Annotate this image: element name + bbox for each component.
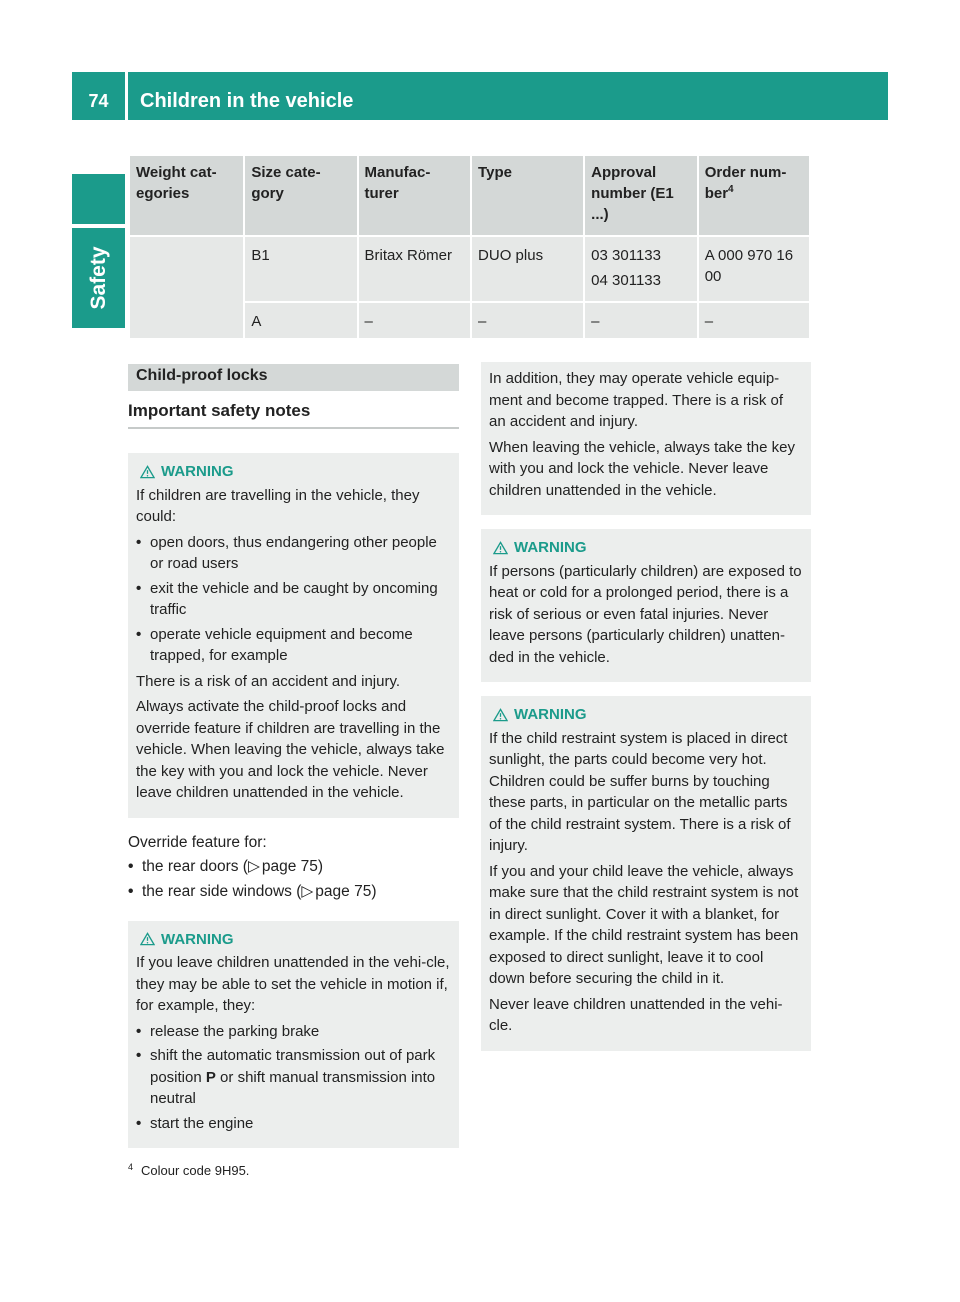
warning-text: Always activate the child-proof locks and override feature if children are travelling in the vehicle. When leaving the vehicle, always take the key with you and lock the vehicle. Never leave children unattended in the vehicle. [136, 698, 445, 801]
table-header: Type [472, 156, 583, 235]
warning-intro: If you leave children unattended in the vehi-cle, they may be able to set the vehicle in motion if, for example, they: [136, 954, 450, 1014]
warning-text: Never leave children unattended in the vehi-cle. [489, 995, 783, 1034]
page-reference-link[interactable]: page 75) [261, 857, 324, 875]
warning-title: WARNING [161, 930, 234, 948]
approval-line: 03 301133 [591, 247, 661, 264]
continued-warning-box [481, 362, 811, 515]
list-item: • operate vehicle equipment and become trapped, for example [136, 624, 451, 667]
table-row [130, 237, 809, 301]
table-cell: A [245, 303, 356, 338]
table-cell: Britax Römer [359, 237, 471, 301]
page-reference-arrow-icon: ▷ [301, 882, 314, 900]
table-cell-weight [130, 237, 243, 338]
warning-heading [140, 461, 451, 483]
list-item: • exit the vehicle and be caught by oncoming traffic [136, 578, 451, 621]
page-reference-link[interactable]: page 75) [315, 882, 377, 900]
table-cell: – [472, 303, 583, 338]
warning-triangle-icon [493, 708, 508, 722]
list-item [128, 856, 459, 878]
table-header: Approval number (E1 ...) [585, 156, 697, 235]
warning-heading [493, 704, 803, 726]
warning-text: In addition, they may operate vehicle equip-ment and become trapped. There is a risk of an accident and injury. [489, 370, 784, 430]
side-tab-label: Safety [86, 246, 110, 310]
left-column [128, 364, 459, 1148]
warning-intro: If children are travelling in the vehicle, they could: [136, 486, 420, 525]
warning-heading [140, 929, 451, 951]
warning-title: WARNING [514, 539, 587, 556]
child-seat-table [128, 154, 811, 340]
warning-triangle-icon [140, 932, 155, 946]
table-cell: – [359, 303, 471, 338]
side-tab [72, 228, 125, 328]
table-cell: B1 [245, 237, 356, 301]
warning-box [481, 696, 811, 1051]
table-cell: – [585, 303, 697, 338]
list-item: • release the parking brake [136, 1021, 451, 1043]
approval-line: 04 301133 [591, 272, 661, 289]
table-header-text: Order num-ber [704, 164, 787, 202]
page-reference-arrow-icon: ▷ [247, 857, 260, 875]
table-header-order [699, 156, 809, 235]
page-number: 74 [72, 72, 125, 120]
subsection-title: Important safety notes [128, 401, 459, 429]
gear-position: P [205, 1068, 216, 1086]
warning-box [481, 529, 811, 682]
footnote [128, 1163, 249, 1178]
warning-text: If persons (particularly children) are exposed to heat or cold for a prolonged period, there is a risk of serious or even fatal injuries. Never leave persons (particularly children) unatten-ded in the vehicle. [489, 562, 802, 666]
warning-text: If the child restraint system is placed in direct sunlight, the parts could become very hot. Children could be suffer burns by touching these parts, in particular on the metallic parts of the child restraint system. There is a risk of injury. [489, 729, 791, 854]
table-cell-approval [585, 237, 697, 301]
warning-box [128, 453, 459, 818]
warning-box [128, 921, 459, 1149]
override-list [128, 856, 459, 903]
list-text: shift the automatic transmission out of park position [150, 1047, 436, 1086]
footnote-marker: 4 [128, 1161, 134, 1172]
right-column [481, 362, 811, 1051]
warning-triangle-icon [140, 465, 155, 479]
table-header: Size cate-gory [245, 156, 356, 235]
table-cell: A 000 970 16 00 [699, 237, 809, 301]
table-header-row [130, 156, 809, 235]
override-text: the rear doors ( [142, 857, 248, 875]
list-item [136, 1045, 451, 1110]
warning-list [136, 532, 451, 667]
table-cell: – [699, 303, 809, 338]
warning-title: WARNING [514, 706, 587, 723]
override-text: the rear side windows ( [142, 882, 302, 900]
warning-text: If you and your child leave the vehicle, always make sure that the child restraint system is not in direct sunlight. Cover it with a blanket, for example. If the child restraint system has been exposed to direct sunlight, leave it to cool down before securing the child in it. [489, 862, 799, 987]
table-header: Weight cat-egories [130, 156, 243, 235]
list-item [128, 881, 459, 903]
list-text: or shift manual transmission into neutral [150, 1068, 436, 1107]
override-intro: Override feature for: [128, 833, 267, 851]
footnote-ref: 4 [728, 184, 734, 195]
warning-text: When leaving the vehicle, always take the key with you and lock the vehicle. Never leave children unattended in the vehicle. [489, 438, 795, 499]
side-marker [72, 174, 125, 224]
warning-list [136, 1021, 451, 1135]
page-title: Children in the vehicle [128, 72, 888, 120]
warning-title: WARNING [161, 463, 234, 480]
section-title: Child-proof locks [128, 364, 459, 391]
footnote-text: Colour code 9H95. [141, 1163, 250, 1178]
list-item: • start the engine [136, 1113, 451, 1135]
list-item: • open doors, thus endangering other people or road users [136, 532, 451, 575]
warning-heading [493, 537, 803, 559]
table-cell: DUO plus [472, 237, 583, 301]
warning-text: There is a risk of an accident and injury. [136, 672, 401, 690]
warning-triangle-icon [493, 541, 508, 555]
table-header: Manufac-turer [359, 156, 471, 235]
